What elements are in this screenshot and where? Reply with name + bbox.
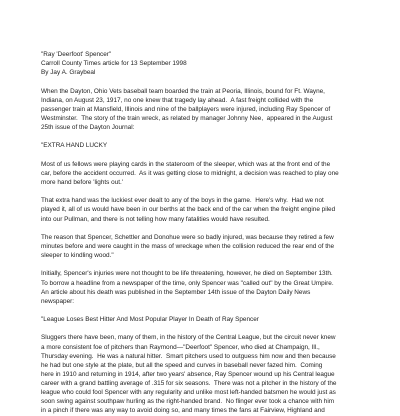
text-line: 25th issue of the Dayton Journal: [41,124,135,132]
article-body [41,50,367,416]
quote-heading: "League Loses Best Hitter And Most Popular Player In Death of Ray Spencer [41,316,259,324]
quote-heading: "EXTRA HAND LUCKY [41,142,108,150]
text-line: That extra hand was the luckiest ever dealt to any of the boys in the game. Here's why. Had we not [41,197,324,205]
text-line: minutes before and were caught in the mass of wreckage when the collision reduced the rear end of the [41,242,335,250]
text-line: league who could fool Spencer with any regularity and unlike most left-handed batsmen he would just as [41,389,336,397]
text-line: Most of us fellows were playing cards in the stateroom of the sleeper, which was at the front end of the [41,160,331,168]
quote-heading-league-loses [41,315,367,324]
text-line: When the Dayton, Ohio Vets baseball team boarded the train at Peoria, Illinois, bound for Ft. Wayne, [41,87,325,95]
paragraph-death [41,269,367,306]
text-line: soon swing against southpaw hurling as the right-handed brand. No flinger ever took a chance with him [41,398,335,406]
text-line: Westminster. The story of the train wreck, as related by manager Johnny Nee, appeared in the August [41,114,333,122]
article-byline: By Jay A. Graybeal [41,69,96,77]
paragraph-sluggers [41,333,367,415]
text-line: newspaper: [41,297,75,305]
text-line: Thursday evening. He was a natural hitter. Smart pitchers used to outguess him now and then because [41,352,336,360]
text-line: passenger train at Mansfield, Illinois and nine of the ballplayers were injured, including Ray Spencer of [41,105,331,113]
text-line: played it, all of us would have been in our berths at the back end of the car when the freight engine piled [41,206,336,214]
article-title: "Ray 'Deerfoot' Spencer" [41,51,112,58]
text-line: An article about his death was published in the September 14th issue of the Dayton Daily News [41,288,311,296]
text-line: career with a grand battling average of .315 for six seasons. There was not a pitcher in the history of the [41,380,337,388]
text-line: here in 1910 and returning in 1914, after two years' absence, Ray Spencer wound up his Central league [41,370,335,378]
paragraph-extra-hand [41,196,367,223]
text-line: he had but one style at the plate, but all the speed and curves in baseball never fazed him. Coming [41,361,323,369]
text-line: in a pinch if there was any way to avoid doing so, and many times the fans at Fairview, Highland and [41,407,325,415]
text-line: Sluggers there have been, many of them, in the history of the Central League, but the circuit never knew [41,334,336,342]
paragraph-cards [41,160,367,187]
text-line: car, before the accident occurred. As it was getting close to midnight, a decision was reached to play one [41,169,339,177]
article-header [41,50,367,77]
text-line: a more consistent foe of pitchers than Raymond—"Deerfoot" Spencer, who died at Champaign, Ill., [41,343,320,351]
article-source: Carroll County Times article for 13 September 1998 [41,60,187,68]
text-line: more hand before 'lights out.' [41,178,124,186]
quote-heading-extra-hand [41,141,367,150]
text-line: into our Pullman, and there is not telling how many fatalities would have resulted. [41,215,270,223]
text-line: Initially, Spencer's injuries were not thought to be life threatening, however, he died on September 13th. [41,270,333,278]
text-line: sleeper to kindling wood." [41,252,114,260]
text-line: To borrow a headline from a newspaper of the time, only Spencer was "called out" by the Great Umpire. [41,279,334,287]
paragraph-intro [41,87,367,133]
text-line: The reason that Spencer, Schettler and Donohue were so badly injured, was because they retired a few [41,233,334,241]
paragraph-injuries [41,233,367,260]
text-line: Indiana, on August 23, 1917, no one knew that tragedy lay ahead. A fast freight collided with the [41,96,314,104]
